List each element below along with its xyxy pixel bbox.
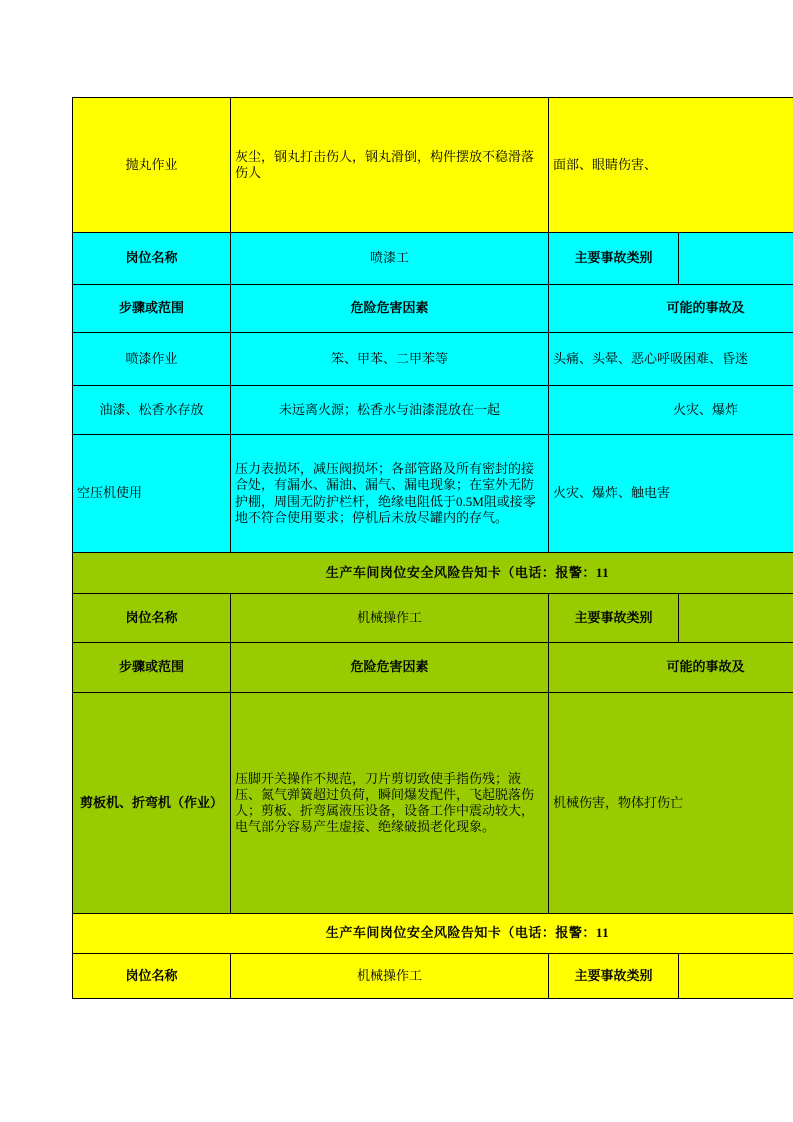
table-row [73,98,793,233]
header-step-or-scope: 步骤或范围 [73,285,231,333]
value-post-name: 喷漆工 [231,233,549,285]
cell-step-paint-storage: 油漆、松香水存放 [73,386,231,435]
header-possible-accident-green: 可能的事故及 [549,643,793,693]
table-row [73,233,793,285]
cell-accident-shear-bender: 机械伤害，物体打伤亡 [549,693,793,914]
card-title-yellow: 生产车间岗位安全风险告知卡（电话：报警：11 [73,914,793,954]
table-row [73,594,793,643]
table-row [73,553,793,594]
cell-step-air-compressor: 空压机使用 [73,435,231,553]
cell-accident-air-compressor: 火灾、爆炸、触电害 [549,435,793,553]
cell-accident-type-value-green [679,594,793,643]
table-row [73,285,793,333]
value-post-name-yellow: 机械操作工 [231,954,549,999]
cell-hazard-shot-blasting: 灰尘，钢丸打击伤人，钢丸滑倒，构件摆放不稳滑落伤人 [231,98,549,233]
table-row [73,954,793,999]
card-title-green: 生产车间岗位安全风险告知卡（电话：报警：11 [73,553,793,594]
table-row [73,914,793,954]
cell-accident-type-value [679,233,793,285]
cell-hazard-air-compressor: 压力表损坏，减压阀损坏；各部管路及所有密封的接合处，有漏水、漏油、漏气、漏电现象；在室外无防护棚，周围无防护栏杆，绝缘电阻低于0.5M阻或接零地不符合使用要求；停机后未放尽罐内的存气。 [231,435,549,553]
header-hazard-factors: 危险危害因素 [231,285,549,333]
cell-step-shot-blasting: 抛丸作业 [73,98,231,233]
cell-step-painting: 喷漆作业 [73,333,231,386]
cell-accident-paint-storage: 火灾、爆炸 [549,386,793,435]
cell-accident-type-value-yellow [679,954,793,999]
header-step-or-scope-green: 步骤或范围 [73,643,231,693]
label-main-accident-type-yellow: 主要事故类别 [549,954,679,999]
label-post-name-yellow: 岗位名称 [73,954,231,999]
cell-hazard-paint-storage: 未远离火源；松香水与油漆混放在一起 [231,386,549,435]
table-row [73,333,793,386]
risk-notification-table [72,97,793,999]
table-row [73,435,793,553]
label-post-name: 岗位名称 [73,233,231,285]
header-hazard-factors-green: 危险危害因素 [231,643,549,693]
cell-hazard-painting: 笨、甲苯、二甲苯等 [231,333,549,386]
table-row [73,643,793,693]
value-post-name-green: 机械操作工 [231,594,549,643]
cell-accident-shot-blasting: 面部、眼睛伤害、 [549,98,793,233]
table-row [73,386,793,435]
cell-accident-painting: 头痛、头晕、恶心呼吸困难、昏迷 [549,333,793,386]
table-row [73,693,793,914]
label-main-accident-type: 主要事故类别 [549,233,679,285]
cell-step-shear-bender: 剪板机、折弯机（作业） [73,693,231,914]
label-post-name-green: 岗位名称 [73,594,231,643]
header-possible-accident: 可能的事故及 [549,285,793,333]
cell-hazard-shear-bender: 压脚开关操作不规范，刀片剪切致使手指伤残；液压、氮气弹簧超过负荷，瞬间爆发配件，飞起脱落伤人；剪板、折弯属液压设备，设备工作中震动较大，电气部分容易产生虚接、绝缘破损老化现象。 [231,693,549,914]
label-main-accident-type-green: 主要事故类别 [549,594,679,643]
